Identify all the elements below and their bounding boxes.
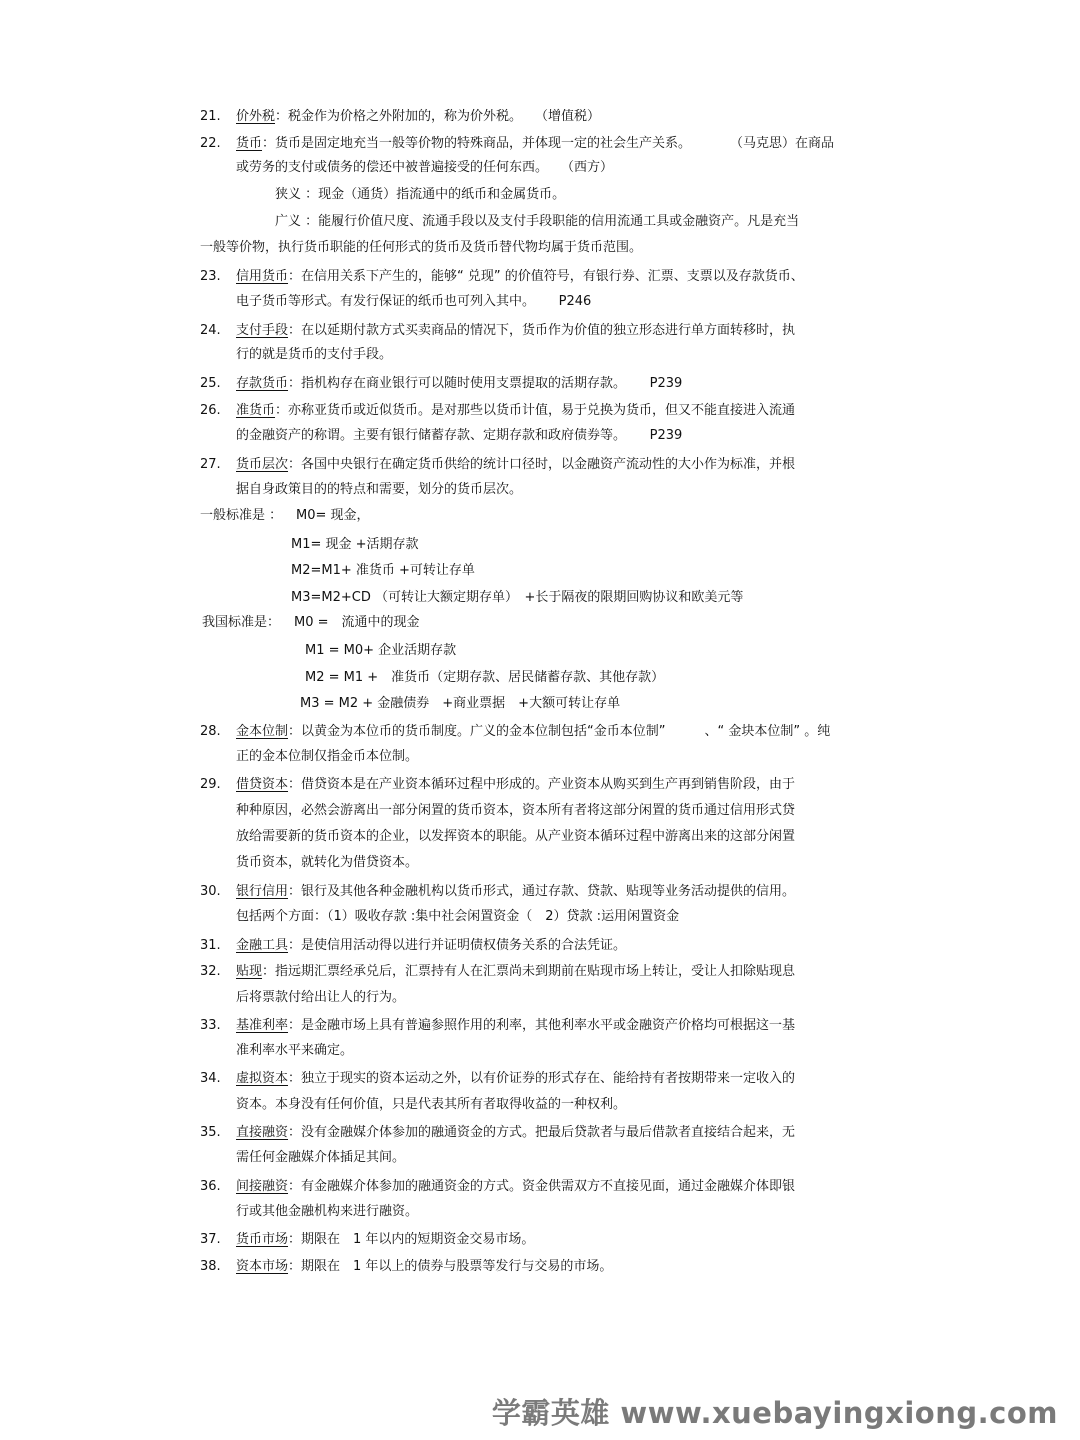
- definition-line: 后将票款付给出让人的行为。: [236, 990, 406, 1005]
- entry-number: 27.: [200, 457, 221, 472]
- definition-line: 需任何金融媒介体插足其间。: [236, 1150, 406, 1165]
- definition: ：指机构存在商业银行可以随时使用支票提取的活期存款。 P239: [288, 376, 683, 391]
- entry-number: 24.: [200, 323, 221, 338]
- definition: ：独立于现实的资本运动之外，以有价证券的形式存在、能给持有者按期带来一定收入的: [288, 1071, 796, 1086]
- definition: ：是金融市场上具有普遍参照作用的利率，其他利率水平或金融资产价格均可根据这一基: [288, 1018, 796, 1033]
- entry-number: 21.: [200, 109, 221, 124]
- entry-number: 26.: [200, 403, 221, 418]
- term: 贴现: [236, 964, 263, 979]
- definition-line: 包括两个方面：（1）吸收存款 :集中社会闲置资金（ 2）贷款 :运用闲置资金: [236, 909, 680, 924]
- entry-number: 34.: [200, 1071, 221, 1086]
- narrow-definition: 狭义 ：现金（通货）指流通中的纸币和金属货币。: [275, 187, 566, 202]
- term: 货币市场: [236, 1232, 289, 1247]
- term: 价外税: [236, 109, 276, 124]
- entry-number: 30.: [200, 884, 221, 899]
- general-m2: M2=M1+ 准货币 +可转让存单: [291, 563, 475, 578]
- entry-number: 32.: [200, 964, 221, 979]
- definition: ：期限在 1 年以上的债券与股票等发行与交易的市场。: [288, 1259, 613, 1274]
- entry-number: 23.: [200, 269, 221, 284]
- definition-line: 正的金本位制仅指金币本位制。: [236, 749, 419, 764]
- term: 货币层次: [236, 457, 289, 472]
- general-label: 一般标准是 ：: [200, 508, 283, 523]
- definition-line: 行的就是货币的支付手段。: [236, 347, 393, 362]
- term: 基准利率: [236, 1018, 289, 1033]
- definition: ：指远期汇票经承兑后，汇票持有人在汇票尚未到期前在贴现市场上转让，受让人扣除贴现息: [262, 964, 796, 979]
- term: 间接融资: [236, 1179, 289, 1194]
- china-label: 我国标准是：: [202, 615, 281, 630]
- china-m3: M3 = M2 + 金融债券 +商业票据 +大额可转让存单: [300, 696, 621, 711]
- china-m1: M1 = M0+ 企业活期存款: [305, 643, 457, 658]
- term: 支付手段: [236, 323, 289, 338]
- broad-definition-cont: 一般等价物，执行货币职能的任何形式的货币及货币替代物均属于货币范围。: [200, 240, 643, 255]
- general-m1: M1= 现金 +活期存款: [291, 537, 419, 552]
- entry-number: 37.: [200, 1232, 221, 1247]
- term: 准货币: [236, 403, 276, 418]
- definition-line: 或劳务的支付或债务的偿还中被普遍接受的任何东西。 （西方）: [236, 160, 614, 175]
- entry-number: 28.: [200, 724, 221, 739]
- term: 借贷资本: [236, 777, 289, 792]
- definition: ：在以延期付款方式买卖商品的情况下，货币作为价值的独立形态进行单方面转移时，执: [288, 323, 796, 338]
- term: 货币: [236, 136, 263, 151]
- term: 金本位制: [236, 724, 289, 739]
- definition: ：期限在 1 年以内的短期资金交易市场。: [288, 1232, 535, 1247]
- definition: ：有金融媒介体参加的融通资金的方式。资金供需双方不直接见面，通过金融媒介体即银: [288, 1179, 796, 1194]
- entry-number: 35.: [200, 1125, 221, 1140]
- definition: ：货币是固定地充当一般等价物的特殊商品，并体现一定的社会生产关系。 （马克思）在商品: [262, 136, 835, 151]
- term: 资本市场: [236, 1259, 289, 1274]
- site-watermark: 学霸英雄 www.xuebayingxiong.com: [491, 1396, 1058, 1430]
- china-m0: M0 = 流通中的现金: [294, 615, 420, 630]
- term: 银行信用: [236, 884, 289, 899]
- definition-line: 货币资本，就转化为借贷资本。: [236, 855, 419, 870]
- definition-line: 行或其他金融机构来进行融资。: [236, 1204, 419, 1219]
- definition: ：亦称亚货币或近似货币。是对那些以货币计值，易于兑换为货币，但又不能直接进入流通: [275, 403, 796, 418]
- entry-number: 25.: [200, 376, 221, 391]
- definition: ：银行及其他各种金融机构以货币形式，通过存款、贷款、贴现等业务活动提供的信用。: [288, 884, 796, 899]
- definition: ：以黄金为本位币的货币制度。广义的金本位制包括“金币本位制” 、“ 金块本位制” 。纯: [288, 724, 831, 739]
- definition: ：在信用关系下产生的，能够“ 兑现” 的价值符号，有银行券、汇票、支票以及存款货币、: [288, 269, 804, 284]
- definition-line: 资本。本身没有任何价值，只是代表其所有者取得收益的一种权利。: [236, 1097, 627, 1112]
- term: 金融工具: [236, 938, 289, 953]
- definition: ：没有金融媒介体参加的融通资金的方式。把最后贷款者与最后借款者直接结合起来，无: [288, 1125, 796, 1140]
- definition-line: 的金融资产的称谓。主要有银行储蓄存款、定期存款和政府债券等。 P239: [236, 428, 683, 443]
- definition: ：借贷资本是在产业资本循环过程中形成的。产业资本从购买到生产再到销售阶段，由于: [288, 777, 796, 792]
- definition-line: 种种原因，必然会游离出一部分闲置的货币资本，资本所有者将这部分闲置的货币通过信用形式贷: [236, 803, 796, 818]
- definition: ：税金作为价格之外附加的，称为价外税。 （增值税）: [275, 109, 601, 124]
- term: 虚拟资本: [236, 1071, 289, 1086]
- term: 存款货币: [236, 376, 289, 391]
- definition-line: 准利率水平来确定。: [236, 1043, 354, 1058]
- term: 直接融资: [236, 1125, 289, 1140]
- definition: ：各国中央银行在确定货币供给的统计口径时，以金融资产流动性的大小作为标准，并根: [288, 457, 796, 472]
- entry-number: 38.: [200, 1259, 221, 1274]
- term: 信用货币: [236, 269, 289, 284]
- broad-definition: 广义 ：能履行价值尺度、流通手段以及支付手段职能的信用流通工具或金融资产。凡是充当: [275, 214, 800, 229]
- entry-number: 31.: [200, 938, 221, 953]
- general-m3: M3=M2+CD （可转让大额定期存单） +长于隔夜的限期回购协议和欧美元等: [291, 590, 744, 605]
- entry-number: 22.: [200, 136, 221, 151]
- definition-line: 电子货币等形式。有发行保证的纸币也可列入其中。 P246: [236, 294, 592, 309]
- entry-number: 33.: [200, 1018, 221, 1033]
- entry-number: 29.: [200, 777, 221, 792]
- entry-number: 36.: [200, 1179, 221, 1194]
- definition-line: 放给需要新的货币资本的企业，以发挥资本的职能。从产业资本循环过程中游离出来的这部分闲置: [236, 829, 796, 844]
- definition-line: 据自身政策目的的特点和需要，划分的货币层次。: [236, 482, 523, 497]
- china-m2: M2 = M1 + 准货币（定期存款、居民储蓄存款、其他存款）: [305, 670, 665, 685]
- general-m0: M0= 现金，: [296, 508, 370, 523]
- definition: ：是使信用活动得以进行并证明债权债务关系的合法凭证。: [288, 938, 627, 953]
